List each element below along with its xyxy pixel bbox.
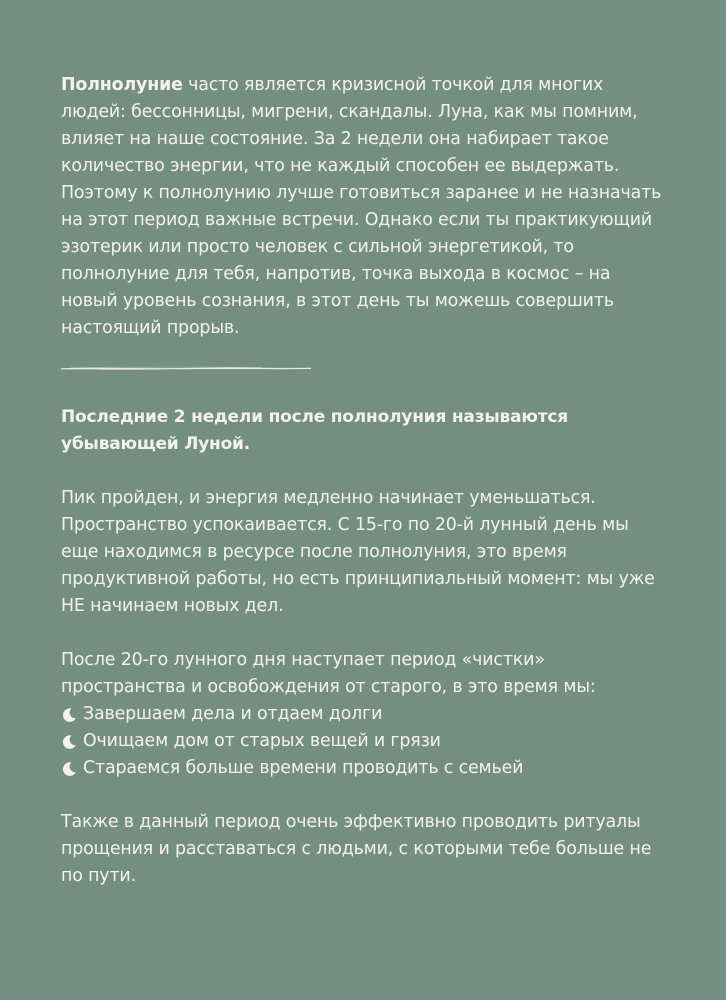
intro-term: Полнолуние xyxy=(61,75,183,95)
brush-divider xyxy=(61,364,311,372)
crescent-moon-icon xyxy=(61,734,77,750)
intro-text: часто является кризисной точкой для многих людей: бессонницы, мигрени, скандалы. Луна, как мы помним, влияет на наше состояние. За 2 недели она набирает такое количество энергии, что не каждый способен ее выдержать. Поэтому к полнолунию лучше готовиться заранее и не назначать на этот период важные встречи. Однако если ты практикующий эзотерик или просто человек с сильной энергетикой, то полнолуние для тебя, напротив, точка выхода в космос – на новый уровень сознания, в этот день ты можешь совершить настоящий прорыв. xyxy=(61,75,662,338)
waning-moon-heading: Последние 2 недели после полнолуния называются убывающей Луной. xyxy=(61,407,568,454)
crescent-moon-icon xyxy=(61,761,77,777)
list-item-text: Очищаем дом от старых вещей и грязи xyxy=(83,731,441,751)
list-item xyxy=(61,701,666,728)
list-item-text: Завершаем дела и отдаем долги xyxy=(83,704,383,724)
task-list xyxy=(61,701,666,782)
list-item xyxy=(61,755,666,782)
list-item xyxy=(61,728,666,755)
crescent-moon-icon xyxy=(61,707,77,723)
list-item-text: Стараемся больше времени проводить с семьей xyxy=(83,758,524,778)
rituals-paragraph: Также в данный период очень эффективно проводить ритуалы прощения и расставаться с людьми, с которыми тебе больше не по пути. xyxy=(61,812,652,886)
peak-passed-paragraph: Пик пройден, и энергия медленно начинает уменьшаться. Пространство успокаивается. С 15-го по 20-й лунный день мы еще находимся в ресурсе после полнолуния, это время продуктивной работы, но есть принципиальный момент: мы уже НЕ начинаем новых дел. xyxy=(61,488,655,616)
cleansing-paragraph: После 20-го лунного дня наступает период «чистки» пространства и освобождения от старого, в это время мы: xyxy=(61,650,596,697)
intro-paragraph xyxy=(61,72,666,342)
